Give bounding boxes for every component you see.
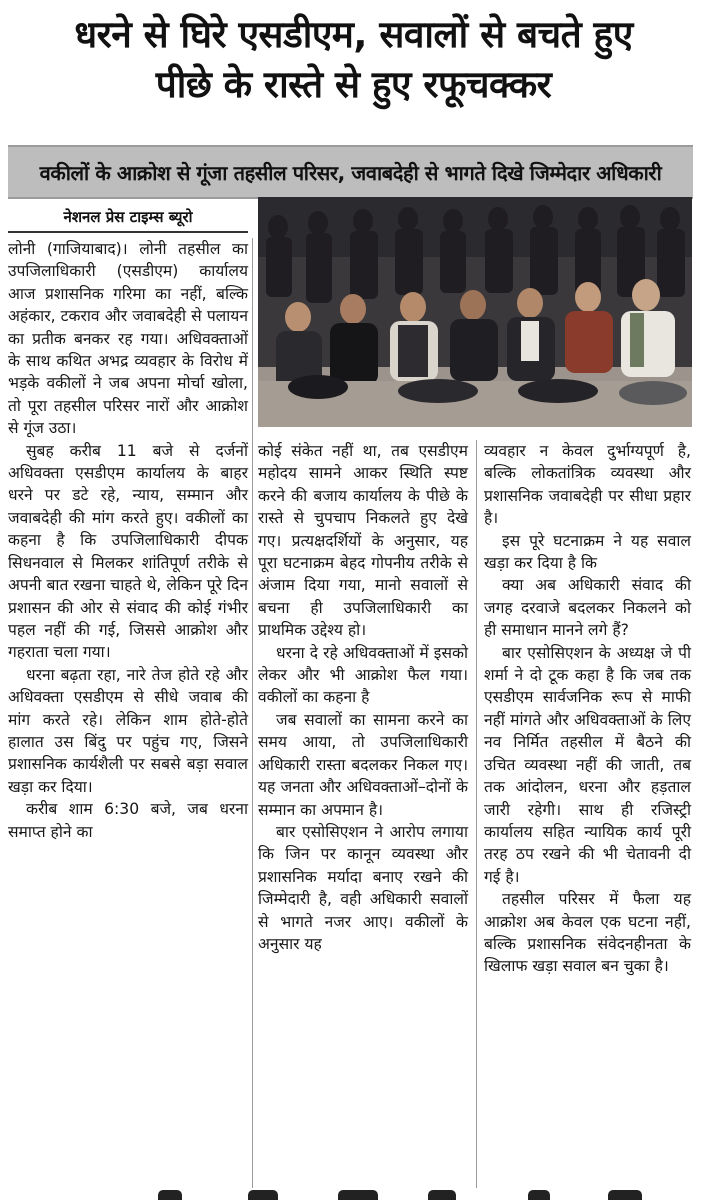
paragraph: करीब शाम 6:30 बजे, जब धरना समाप्त होने का bbox=[8, 800, 248, 841]
paragraph: सुबह करीब 11 बजे से दर्जनों अधिवक्ता एसडीएम कार्यालय के बाहर धरने पर डटे रहे, न्याय, सम्मान और जवाबदेही की मांग करते हुए। वकीलों का कहना है कि उपजिलाधिकारी दीपक सिधनवाल से मिलकर शांतिपूर्ण तरीके से अपनी बात रखना चाहते थे, लेकिन पूरे दिन प्रशासन की ओर से संवाद की कोई गंभीर पहल नहीं की गई, जिससे आक्रोश और गहराता चला गया। bbox=[8, 441, 248, 662]
paragraph: तहसील परिसर में फैला यह आक्रोश अब केवल एक घटना नहीं, बल्कि प्रशासनिक संवेदनहीनता के खिलाफ खड़ा सवाल बन चुका है। bbox=[484, 890, 691, 976]
paragraph: व्यवहार न केवल दुर्भाग्यपूर्ण है, बल्कि लोकतांत्रिक व्यवस्था और प्रशासनिक जवाबदेही पर सीधा प्रहार है। bbox=[484, 442, 691, 528]
paragraph: कोई संकेत नहीं था, तब एसडीएम महोदय सामने आकर स्थिति स्पष्ट करने की बजाय कार्यालय के पीछे के रास्ते से चुपचाप निकलते हुए देखे गए। प्रत्यक्षदर्शियों के अनुसार, यह पूरा घटनाक्रम बेहद गोपनीय तरीके से अंजाम दिया गया, मानो सवालों से बचना ही उपजिलाधिकारी का प्राथमिक उद्देश्य हो। bbox=[258, 442, 468, 640]
paragraph: बार एसोसिएशन के अध्यक्ष जे पी शर्मा ने दो टूक कहा है कि जब तक एसडीएम सार्वजनिक रूप से माफी नहीं मांगते और अधिवक्ताओं के लिए नव निर्मित तहसील में बैठने की उचित व्यवस्था नहीं की जाती, तब तक आंदोलन, धरना और हड़ताल जारी रहेगी। साथ ही रजिस्ट्री कार्यालय सहित न्यायिक कार्य पूरी तरह ठप रखने की भी चेतावनी दी गई है। bbox=[484, 643, 691, 886]
paragraph: जब सवालों का सामना करने का समय आया, तो उपजिलाधिकारी अधिकारी रास्ता बदलकर निकल गए। यह जनता और अधिवक्ताओं–दोनों के सम्मान का अपमान है। bbox=[258, 710, 468, 819]
headline-line-2: पीछे के रास्ते से हुए रफूचक्कर bbox=[155, 63, 552, 106]
paragraph: धरना बढ़ता रहा, नारे तेज होते रहे और अधिवक्ता एसडीएम से सीधे जवाब की मांग करते रहे। लेकिन शाम होते-होते हालात उस बिंदु पर पहुंच गए, जिसने प्रशासनिक कार्यशैली पर सबसे बड़ा सवाल खड़ा कर दिया। bbox=[8, 665, 248, 796]
paragraph: धरना दे रहे अधिवक्ताओं में इसको लेकर और भी आक्रोश फैल गया। वकीलों का कहना है bbox=[258, 643, 468, 707]
next-headline-cutoff bbox=[8, 1186, 699, 1200]
article-column-3 bbox=[484, 440, 691, 978]
paragraph: बार एसोसिएशन ने आरोप लगाया कि जिन पर कानून व्यवस्था और प्रशासनिक मर्यादा बनाए रखने की जिम्मेदारी है, वही अधिकारी सवालों से भागते नजर आए। वकीलों के अनुसार यह bbox=[258, 822, 468, 953]
article-column-1 bbox=[8, 238, 248, 843]
paragraph: लोनी (गाजियाबाद)। लोनी तहसील का उपजिलाधिकारी (एसडीएम) कार्यालय आज प्रशासनिक गरिमा का नहीं, बल्कि अहंकार, टकराव और जवाबदेही से पलायन का प्रतीक बनकर रह गया। अधिवक्ताओं के साथ कथित अभद्र व्यवहार के विरोध में भड़के वकीलों ने जब अपना मोर्चा खोला, तो पूरा तहसील परिसर नारों और आक्रोश से गूंज उठा। bbox=[8, 240, 248, 438]
column-rule-2 bbox=[476, 440, 477, 1188]
headline-line-1: धरने से घिरे एसडीएम, सवालों से बचते हुए bbox=[74, 13, 633, 56]
protest-photo bbox=[258, 197, 692, 427]
subheadline: वकीलों के आक्रोश से गूंजा तहसील परिसर, जवाबदेही से भागते दिखे जिम्मेदार अधिकारी bbox=[39, 160, 662, 185]
subheadline-bar bbox=[8, 145, 693, 199]
paragraph: इस पूरे घटनाक्रम ने यह सवाल खड़ा कर दिया है कि bbox=[484, 531, 691, 573]
column-rule-1 bbox=[252, 238, 253, 1188]
article-column-2 bbox=[258, 440, 468, 955]
headline bbox=[8, 10, 699, 110]
paragraph: क्या अब अधिकारी संवाद की जगह दरवाजे बदलकर निकलने को ही समाधान मानने लगे हैं? bbox=[484, 576, 691, 640]
byline: नेशनल प्रेस टाइम्स ब्यूरो bbox=[8, 203, 248, 233]
protest-photo-illustration bbox=[258, 197, 692, 427]
